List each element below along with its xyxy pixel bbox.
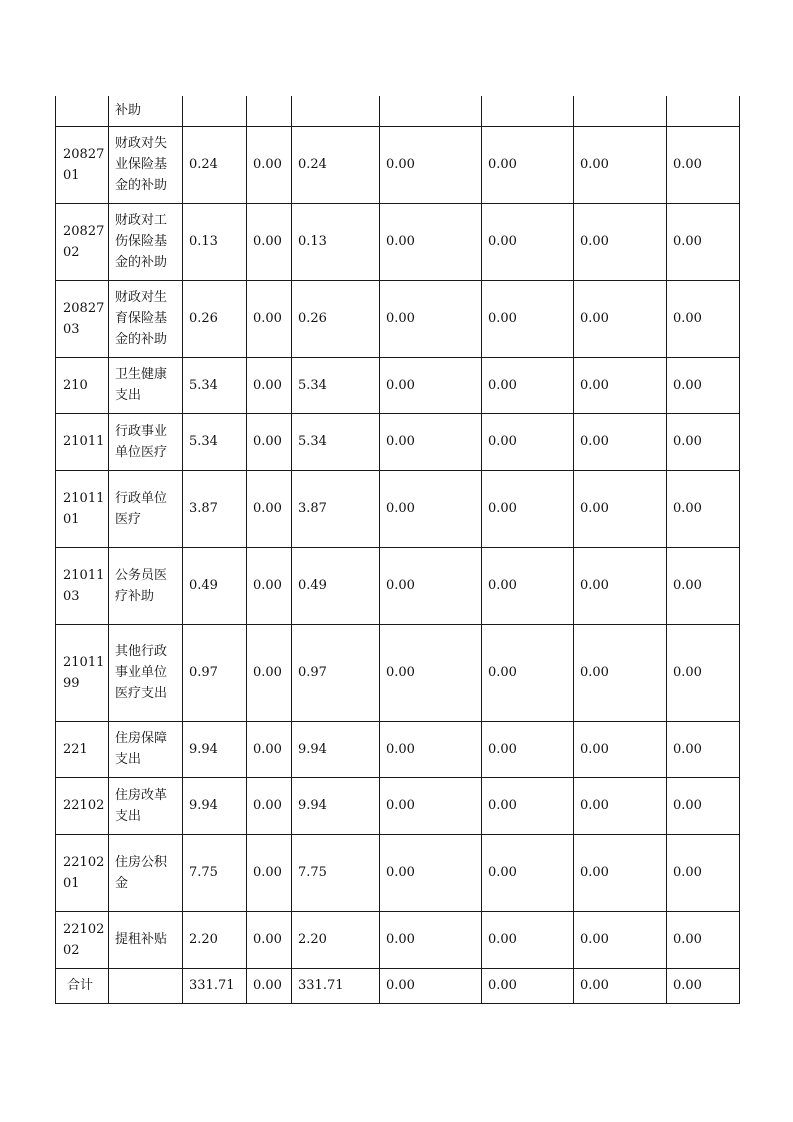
- table-row: [56, 777, 740, 834]
- table-row: [56, 280, 740, 357]
- total-name-empty: [109, 968, 183, 1003]
- row-value: 0.26: [292, 280, 380, 357]
- row-code: 21011 03: [56, 547, 109, 624]
- row-value: 0.24: [183, 126, 247, 203]
- row-value: 0.00: [574, 413, 667, 470]
- row-value: 0.00: [667, 547, 740, 624]
- row-code: 20827 02: [56, 203, 109, 280]
- row-value: 0.00: [380, 777, 482, 834]
- row-value: 0.00: [574, 721, 667, 777]
- row-value: 0.97: [183, 624, 247, 721]
- row-value: 0.00: [247, 547, 292, 624]
- row-value: 0.26: [183, 280, 247, 357]
- row-value: 0.00: [380, 357, 482, 413]
- row-value: 0.00: [380, 203, 482, 280]
- row-value: [183, 96, 247, 126]
- row-name: 行政单位 医疗: [109, 470, 183, 547]
- row-value: [292, 96, 380, 126]
- row-value: 0.00: [667, 280, 740, 357]
- table-row: [56, 470, 740, 547]
- total-value: 0.00: [380, 968, 482, 1003]
- row-value: 0.00: [482, 126, 574, 203]
- table-row: [56, 547, 740, 624]
- row-name: 财政对失 业保险基 金的补助: [109, 126, 183, 203]
- row-name: 住房保障 支出: [109, 721, 183, 777]
- table-row: [56, 834, 740, 911]
- row-value: [574, 96, 667, 126]
- row-name: 公务员医 疗补助: [109, 547, 183, 624]
- row-code: 20827 03: [56, 280, 109, 357]
- row-name: 提租补贴: [109, 911, 183, 968]
- total-value: 331.71: [183, 968, 247, 1003]
- row-value: 0.00: [482, 777, 574, 834]
- total-value: 0.00: [574, 968, 667, 1003]
- row-value: 7.75: [183, 834, 247, 911]
- row-value: 0.00: [380, 547, 482, 624]
- row-code: 210: [56, 357, 109, 413]
- row-value: 0.00: [247, 834, 292, 911]
- row-value: 0.49: [292, 547, 380, 624]
- row-value: [247, 96, 292, 126]
- row-value: 0.00: [574, 547, 667, 624]
- row-value: [482, 96, 574, 126]
- row-code: 20827 01: [56, 126, 109, 203]
- table-row: [56, 624, 740, 721]
- row-value: 0.00: [247, 721, 292, 777]
- row-value: 0.00: [247, 126, 292, 203]
- total-label: 合计: [56, 968, 109, 1003]
- row-value: 0.00: [380, 126, 482, 203]
- table-row: [56, 203, 740, 280]
- row-value: 0.00: [380, 470, 482, 547]
- row-value: 0.00: [247, 777, 292, 834]
- row-code: 22102: [56, 777, 109, 834]
- row-value: 0.00: [247, 203, 292, 280]
- total-value: 0.00: [247, 968, 292, 1003]
- row-value: 0.00: [380, 280, 482, 357]
- row-value: 0.24: [292, 126, 380, 203]
- row-value: 0.00: [482, 834, 574, 911]
- row-value: 0.00: [667, 624, 740, 721]
- row-value: 0.00: [482, 470, 574, 547]
- row-value: 0.00: [380, 911, 482, 968]
- row-name: 行政事业 单位医疗: [109, 413, 183, 470]
- row-value: 0.00: [574, 203, 667, 280]
- table-row: [56, 357, 740, 413]
- row-value: 0.00: [380, 413, 482, 470]
- row-value: 0.00: [482, 203, 574, 280]
- row-value: 0.00: [667, 357, 740, 413]
- table-row: [56, 96, 740, 126]
- row-value: 3.87: [183, 470, 247, 547]
- row-value: 0.00: [574, 280, 667, 357]
- row-value: 7.75: [292, 834, 380, 911]
- row-value: 0.00: [482, 721, 574, 777]
- row-name: 财政对工 伤保险基 金的补助: [109, 203, 183, 280]
- row-value: 0.13: [292, 203, 380, 280]
- row-value: 0.00: [574, 911, 667, 968]
- row-value: 0.00: [247, 357, 292, 413]
- row-value: 0.49: [183, 547, 247, 624]
- row-code: 21011: [56, 413, 109, 470]
- row-name: 补助: [109, 96, 183, 126]
- row-value: 0.13: [183, 203, 247, 280]
- table-row: [56, 911, 740, 968]
- row-value: 0.97: [292, 624, 380, 721]
- row-value: 0.00: [247, 911, 292, 968]
- row-value: 0.00: [667, 203, 740, 280]
- row-value: [380, 96, 482, 126]
- row-name: 财政对生 育保险基 金的补助: [109, 280, 183, 357]
- row-code: 221: [56, 721, 109, 777]
- row-value: 5.34: [183, 357, 247, 413]
- row-code: [56, 96, 109, 126]
- row-value: 0.00: [574, 777, 667, 834]
- row-value: 0.00: [380, 834, 482, 911]
- row-value: 9.94: [183, 777, 247, 834]
- row-name: 卫生健康 支出: [109, 357, 183, 413]
- row-value: 0.00: [667, 126, 740, 203]
- row-name: 住房改革 支出: [109, 777, 183, 834]
- row-value: 0.00: [380, 624, 482, 721]
- row-value: 2.20: [183, 911, 247, 968]
- row-code: 22102 01: [56, 834, 109, 911]
- row-name: 其他行政 事业单位 医疗支出: [109, 624, 183, 721]
- row-value: 5.34: [292, 413, 380, 470]
- row-value: 0.00: [380, 721, 482, 777]
- row-name: 住房公积 金: [109, 834, 183, 911]
- table-row: [56, 413, 740, 470]
- table-row: [56, 721, 740, 777]
- row-value: 0.00: [574, 834, 667, 911]
- row-value: 9.94: [292, 721, 380, 777]
- row-value: 0.00: [574, 624, 667, 721]
- row-value: 0.00: [482, 624, 574, 721]
- row-value: [667, 96, 740, 126]
- row-value: 5.34: [183, 413, 247, 470]
- table-row: [56, 126, 740, 203]
- row-value: 2.20: [292, 911, 380, 968]
- total-value: 0.00: [482, 968, 574, 1003]
- row-value: 0.00: [667, 777, 740, 834]
- row-value: 9.94: [183, 721, 247, 777]
- row-value: 0.00: [574, 357, 667, 413]
- row-value: 9.94: [292, 777, 380, 834]
- row-code: 21011 01: [56, 470, 109, 547]
- row-value: 0.00: [667, 470, 740, 547]
- row-value: 0.00: [667, 911, 740, 968]
- row-value: 0.00: [667, 721, 740, 777]
- row-value: 0.00: [667, 834, 740, 911]
- row-value: 0.00: [247, 413, 292, 470]
- row-value: 0.00: [482, 547, 574, 624]
- budget-table: [55, 96, 740, 1004]
- total-value: 0.00: [667, 968, 740, 1003]
- row-value: 0.00: [482, 280, 574, 357]
- row-value: 0.00: [482, 357, 574, 413]
- row-value: 0.00: [482, 911, 574, 968]
- row-value: 0.00: [247, 470, 292, 547]
- row-code: 21011 99: [56, 624, 109, 721]
- row-value: 0.00: [247, 624, 292, 721]
- row-value: 0.00: [247, 280, 292, 357]
- total-row: [56, 968, 740, 1003]
- row-value: 3.87: [292, 470, 380, 547]
- row-code: 22102 02: [56, 911, 109, 968]
- row-value: 0.00: [667, 413, 740, 470]
- row-value: 0.00: [482, 413, 574, 470]
- row-value: 0.00: [574, 126, 667, 203]
- total-value: 331.71: [292, 968, 380, 1003]
- row-value: 5.34: [292, 357, 380, 413]
- row-value: 0.00: [574, 470, 667, 547]
